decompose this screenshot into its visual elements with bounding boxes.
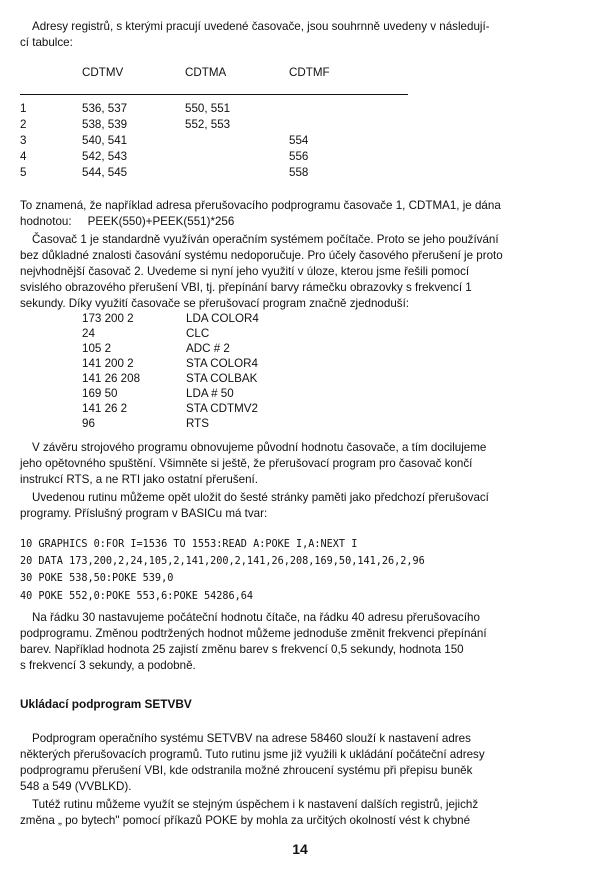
- basic-listing: [20, 536, 425, 605]
- cell-cdtmf: 554: [289, 134, 309, 147]
- text-line: Podprogram operačního systému SETVBV na adrese 58460 slouží k nastavení adres: [32, 732, 471, 745]
- column-header-cdtmf: CDTMF: [289, 66, 330, 79]
- text-line: Na řádku 30 nastavujeme počáteční hodnotu čítače, na řádku 40 adresu přerušovacího: [32, 611, 480, 624]
- text-line: barev. Například hodnota 25 zajistí změnu barev s frekvencí 0,5 sekundy, hodnota 150: [20, 643, 464, 656]
- text-line: Tutéž rutinu můžeme využít se stejným úspěchem i k nastavení dalších registrů, jejichž: [32, 798, 479, 811]
- text-line: cí tabulce:: [20, 36, 73, 49]
- code-line: 30 POKE 538,50:POKE 539,0: [20, 573, 174, 585]
- instruction: LDA COLOR4: [186, 312, 259, 325]
- table-row: [20, 166, 410, 182]
- machine-bytes: 96: [82, 417, 95, 430]
- text-line: podprogramu přerušení VBI, kde odstranila možné zhroucení systému při přepisu buněk: [20, 764, 473, 777]
- machine-bytes: 24: [82, 327, 95, 340]
- machine-bytes: 105 2: [82, 342, 112, 355]
- machine-bytes: 169 50: [82, 387, 118, 400]
- cell-cdtma: 550, 551: [185, 102, 231, 115]
- paragraph-setvbv-usage: [20, 797, 588, 829]
- text-line: jeho opětovného spuštění. Všimněte si ještě, že přerušovací program pro časovač končí: [20, 457, 473, 470]
- text-line: hodnotou: PEEK(550)+PEEK(551)*256: [20, 215, 235, 228]
- code-line: 40 POKE 552,0:POKE 553,6:POKE 54286,64: [20, 590, 254, 602]
- row-number: 2: [20, 118, 27, 131]
- paragraph-restore-timer: [20, 440, 588, 488]
- paragraph-timer-usage: [20, 232, 588, 312]
- instruction: RTS: [186, 417, 209, 430]
- instruction: ADC # 2: [186, 342, 230, 355]
- text-line: sekundy. Díky využití časovače se přerušovací program značně zjednoduší:: [20, 297, 410, 310]
- paragraph-setvbv: [20, 731, 588, 795]
- text-line: Uvedenou rutinu můžeme opět uložit do šesté stránky paměti jako předchozí přerušovací: [32, 491, 489, 504]
- instruction: STA COLOR4: [186, 357, 258, 370]
- cell-cdtmv: 536, 537: [82, 102, 128, 115]
- text-line: To znamená, že například adresa přerušovacího podprogramu časovače 1, CDTMA1, je dána: [20, 199, 501, 212]
- row-number: 3: [20, 134, 27, 147]
- machine-bytes: 141 26 208: [82, 372, 141, 385]
- code-line: 10 GRAPHICS 0:FOR I=1536 TO 1553:READ A:POKE I,A:NEXT I: [20, 539, 358, 550]
- text-line: V závěru strojového programu obnovujeme původní hodnotu časovače, a tím docilujeme: [32, 441, 487, 454]
- cell-cdtmv: 542, 543: [82, 150, 128, 163]
- table-row: [20, 118, 410, 134]
- table-row: [20, 102, 410, 118]
- text-line: s frekvencí 3 sekundy, a podobně.: [20, 659, 196, 672]
- machine-bytes: 173 200 2: [82, 312, 134, 325]
- text-line: programy. Příslušný program v BASICu má tvar:: [20, 507, 268, 520]
- instruction: LDA # 50: [186, 387, 234, 400]
- code-line: 20 DATA 173,200,2,24,105,2,141,200,2,141,26,208,169,50,141,26,2,96: [20, 556, 425, 568]
- cell-cdtmv: 538, 539: [82, 118, 128, 131]
- cell-cdtmf: 558: [289, 166, 309, 179]
- row-number: 5: [20, 166, 27, 179]
- machine-bytes: 141 26 2: [82, 402, 128, 415]
- text-line: Adresy registrů, s kterými pracují uvedené časovače, jsou souhrnně uvedeny v následují-: [32, 20, 490, 33]
- instruction: CLC: [186, 327, 210, 340]
- table-rule: [20, 94, 408, 95]
- cell-cdtma: 552, 553: [185, 118, 231, 131]
- text-line: nejvhodnější časovač 2. Uvedeme si nyní jeho využití v úloze, kterou jsme řešili pomocí: [20, 265, 470, 278]
- table-row: [20, 150, 410, 166]
- text-line: některých přerušovacích programů. Tuto rutinu jsme již využili k ukládání počáteční adresy: [20, 748, 485, 761]
- text-line: svislého obrazového přerušení VBI, tj. přepínání barvy rámečku obrazovky s frekvencí 1: [20, 281, 472, 294]
- section-heading: Ukládací podprogram SETVBV: [20, 697, 192, 711]
- machine-bytes: 141 200 2: [82, 357, 134, 370]
- intro-paragraph: [20, 19, 588, 51]
- text-line: změna „ po bytech" pomocí příkazů POKE by mohla za určitých okolností vést k chybné: [20, 814, 471, 827]
- row-number: 4: [20, 150, 27, 163]
- text-line: podprogramu. Změnou podtržených hodnot můžeme jednoduše změnit frekvenci přepínání: [20, 627, 487, 640]
- row-number: 1: [20, 102, 27, 115]
- page-number: 14: [292, 841, 308, 857]
- instruction: STA COLBAK: [186, 372, 258, 385]
- cell-cdtmv: 544, 545: [82, 166, 128, 179]
- cell-cdtmf: 556: [289, 150, 309, 163]
- column-header-cdtma: CDTMA: [185, 66, 227, 79]
- text-line: instrukcí RTS, a ne RTI jako ostatní přerušení.: [20, 473, 258, 486]
- text-line: 548 a 549 (VVBLKD).: [20, 780, 132, 793]
- cell-cdtmv: 540, 541: [82, 134, 128, 147]
- text-line: Časovač 1 je standardně využíván operačním systémem počítače. Proto se jeho používání: [32, 233, 499, 246]
- table-row: [20, 134, 410, 150]
- paragraph-line-explanation: [20, 610, 588, 674]
- paragraph-basic-intro: [20, 490, 588, 522]
- paragraph-peek-example: [20, 198, 588, 230]
- instruction: STA CDTMV2: [186, 402, 258, 415]
- text-line: bez důkladné znalosti časování systému nedoporučuje. Pro účely časového přerušení je proto: [20, 249, 503, 262]
- column-header-cdtmv: CDTMV: [82, 66, 124, 79]
